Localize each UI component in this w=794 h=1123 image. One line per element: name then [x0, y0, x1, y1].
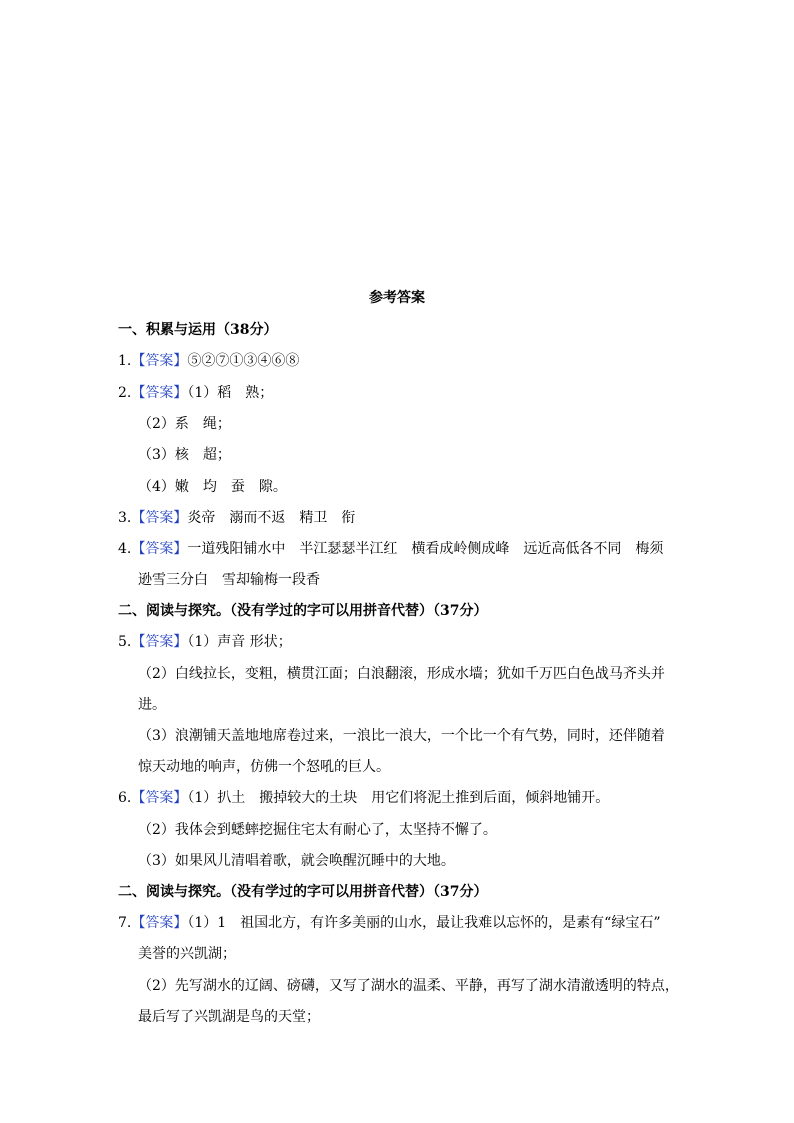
answer-text: （1）声音 形状；	[187, 634, 292, 650]
question-number: 4.	[118, 541, 132, 557]
question-6	[118, 788, 609, 808]
answer-line: 进。	[138, 697, 166, 713]
answer-label: 【答案】	[131, 790, 188, 806]
answer-line: 美誉的兴凯湖；	[138, 946, 236, 962]
answer-label: 【答案】	[131, 634, 188, 650]
answer-text: 一道残阳铺水中 半江瑟瑟半江红 横看成岭侧成峰 远近高低各不同 梅须	[187, 541, 664, 557]
question-2	[118, 383, 273, 403]
question-4	[118, 539, 663, 559]
section-heading-3: 二、阅读与探究。（没有学过的字可以用拼音代替）（37分）	[118, 884, 488, 900]
question-7	[118, 913, 661, 933]
answer-line: （3）核 超；	[138, 447, 231, 463]
question-number: 3.	[118, 510, 132, 526]
answer-line: 最后写了兴凯湖是鸟的天堂；	[138, 1009, 320, 1025]
page-title: 参考答案	[369, 290, 425, 306]
answer-label: 【答案】	[131, 510, 188, 526]
answer-line: （2）我体会到蟋蟀挖掘住宅太有耐心了，太坚持不懈了。	[138, 822, 497, 838]
answer-line: 惊天动地的响声，仿佛一个怒吼的巨人。	[138, 759, 390, 775]
answer-label: 【答案】	[131, 385, 188, 401]
answer-label: 【答案】	[131, 353, 188, 369]
answer-label: 【答案】	[131, 915, 188, 931]
answer-text: （1）稻 熟；	[187, 385, 274, 401]
answer-line: 逊雪三分白 雪却输梅一段香	[138, 572, 320, 588]
question-1	[118, 351, 299, 371]
answer-text: ⑤②⑦①③④⑥⑧	[187, 353, 300, 369]
question-number: 5.	[118, 634, 132, 650]
question-number: 1.	[118, 353, 132, 369]
section-heading-1: 一、积累与运用（38分）	[118, 322, 278, 338]
question-number: 6.	[118, 790, 132, 806]
answer-text: （1）扒土 搬掉较大的土块 用它们将泥土推到后面，倾斜地铺开。	[187, 790, 610, 806]
answer-line: （3）浪潮铺天盖地地席卷过来，一浪比一浪大，一个比一个有气势，同时，还伴随着	[138, 728, 665, 744]
answer-label: 【答案】	[131, 541, 188, 557]
question-number: 7.	[118, 915, 132, 931]
answer-line: （2）系 绳；	[138, 416, 231, 432]
question-3	[118, 508, 355, 528]
answer-line: （2）先写湖水的辽阔、磅礴，又写了湖水的温柔、平静，再写了湖水清澈透明的特点，	[138, 978, 679, 994]
answer-text: （1）1 祖国北方，有许多美丽的山水，最让我难以忘怀的，是素有“绿宝石”	[187, 915, 661, 931]
question-5	[118, 632, 292, 652]
section-heading-2: 二、阅读与探究。（没有学过的字可以用拼音代替）（37分）	[118, 603, 488, 619]
question-number: 2.	[118, 385, 132, 401]
answer-line: （2）白线拉长，变粗，横贯江面；白浪翻滚，形成水墙；犹如千万匹白色战马齐头并	[138, 666, 665, 682]
answer-line: （3）如果风儿清唱着歌，就会唤醒沉睡中的大地。	[138, 853, 455, 869]
answer-text: 炎帝 溺而不返 精卫 衔	[187, 510, 356, 526]
answer-line: （4）嫩 均 蚕 隙。	[138, 479, 287, 495]
